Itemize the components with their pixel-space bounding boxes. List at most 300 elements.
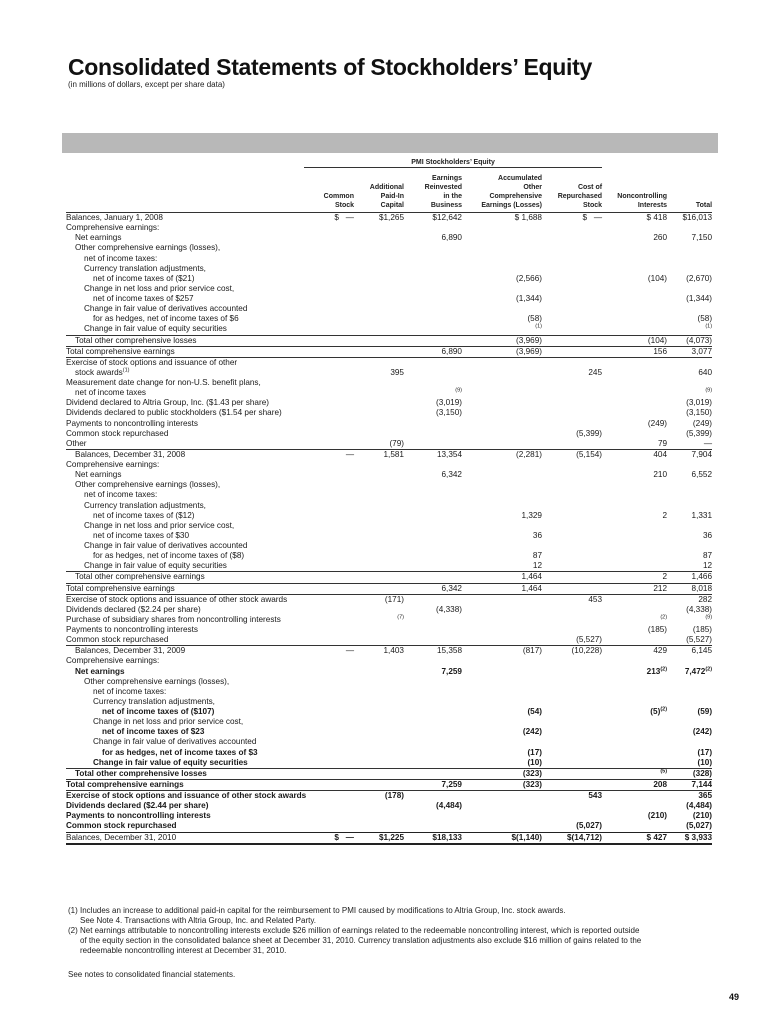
value-cell <box>304 615 354 625</box>
value-cell <box>602 429 667 439</box>
value-cell <box>404 378 462 388</box>
table-row <box>66 223 712 233</box>
value-cell: (242) <box>692 727 713 737</box>
value-cell <box>542 233 602 243</box>
value-cell: 12 <box>532 561 542 571</box>
equity-statement-table <box>66 158 712 845</box>
group-header: PMI Stockholders’ Equity <box>304 158 602 168</box>
footnote-ref: (5) <box>660 768 668 775</box>
value-cell <box>542 801 602 811</box>
value-cell <box>602 294 667 304</box>
value-cell: (4,338) <box>686 604 713 614</box>
value-cell <box>602 357 667 368</box>
value-cell: 245 <box>588 367 603 377</box>
footnote-ref: (2) <box>705 665 713 672</box>
value-cell <box>404 717 462 727</box>
row-label-text: net of income taxes of ($12) <box>93 510 195 520</box>
row-label <box>66 531 304 541</box>
value-cell <box>542 408 602 418</box>
value-cell <box>602 408 667 418</box>
row-label <box>66 480 304 490</box>
value-cell <box>462 521 542 531</box>
row-label <box>66 551 304 561</box>
value-cell <box>462 625 542 635</box>
value-cell <box>602 531 667 541</box>
row-label <box>66 646 304 657</box>
value-cell <box>462 501 542 511</box>
table-row <box>66 419 712 429</box>
row-label <box>66 233 304 243</box>
table-row <box>66 697 712 707</box>
value-cell <box>462 284 542 294</box>
value-cell: (185) <box>692 625 713 634</box>
value-cell <box>304 801 354 811</box>
table-row <box>66 541 712 551</box>
header-spacer <box>66 174 304 183</box>
value-cell <box>602 521 667 531</box>
value-cell: (4,073) <box>667 335 712 346</box>
row-label <box>66 213 304 224</box>
value-cell <box>602 791 667 802</box>
header-spacer <box>66 158 304 168</box>
value-cell <box>354 635 404 646</box>
value-cell <box>304 541 354 551</box>
footnote-ref: (2) <box>660 665 668 672</box>
value-cell <box>304 419 354 429</box>
row-label-text: Currency translation adjustments, <box>84 500 206 510</box>
value-cell: 13,354 <box>404 449 462 460</box>
row-label <box>66 801 304 811</box>
value-cell <box>304 254 354 264</box>
value-cell: 6,145 <box>667 646 712 657</box>
row-label <box>66 677 304 687</box>
value-cell <box>354 378 404 388</box>
column-header-line: Paid-In <box>380 193 404 200</box>
value-cell <box>602 398 667 408</box>
value-cell <box>542 521 602 531</box>
value-cell <box>304 667 354 677</box>
row-label <box>66 274 304 284</box>
value-cell: — <box>703 438 713 448</box>
value-cell <box>462 368 542 378</box>
value-cell: (4,484) <box>436 801 462 811</box>
table-row <box>66 583 712 594</box>
value-cell <box>542 439 602 450</box>
value-cell <box>462 801 542 811</box>
value-cell: (5,154) <box>542 449 602 460</box>
row-label-text: Comprehensive earnings: <box>66 460 160 469</box>
value-cell <box>354 490 404 500</box>
value-cell: (2,670) <box>686 273 713 283</box>
value-cell <box>462 697 542 707</box>
value-cell <box>404 572 462 583</box>
value-cell <box>542 572 602 583</box>
value-cell <box>542 223 602 233</box>
value-cell: 1,464 <box>462 583 542 594</box>
value-cell <box>304 768 354 779</box>
row-label-text: Common stock repurchased <box>66 821 177 831</box>
value-cell <box>304 429 354 439</box>
value-cell <box>462 357 542 368</box>
value-cell <box>602 667 667 677</box>
value-cell <box>404 594 462 605</box>
value-cell <box>304 223 354 233</box>
table-row <box>66 460 712 470</box>
value-cell <box>462 605 542 615</box>
value-cell: (328) <box>667 768 712 779</box>
row-label-text: Purchase of subsidiary shares from noncontrolling interests <box>66 614 281 624</box>
row-label-text: Payments to noncontrolling interests <box>66 418 198 428</box>
value-cell <box>404 335 462 346</box>
value-cell <box>304 531 354 541</box>
row-label-text: Net earnings <box>75 470 122 480</box>
value-cell <box>304 378 354 388</box>
value-cell <box>404 531 462 541</box>
value-cell: 1,329 <box>521 510 542 520</box>
value-cell <box>542 779 602 790</box>
row-label-text: Other <box>66 438 87 448</box>
table-row <box>66 768 712 779</box>
value-cell: $12,642 <box>432 213 462 222</box>
value-cell: (17) <box>697 747 713 757</box>
row-label <box>66 378 304 388</box>
row-label <box>66 511 304 521</box>
page-number: 49 <box>729 992 740 1002</box>
value-cell <box>542 304 602 314</box>
row-label <box>66 264 304 274</box>
value-text: 213 <box>646 666 661 676</box>
row-label <box>66 368 304 378</box>
value-cell <box>404 480 462 490</box>
value-cell <box>404 439 462 450</box>
value-cell: 6,552 <box>691 470 713 480</box>
value-cell <box>602 314 667 324</box>
value-cell: (5,399) <box>686 428 713 438</box>
row-label <box>66 687 304 697</box>
value-cell <box>354 284 404 294</box>
value-cell: (210) <box>692 811 713 821</box>
value-cell: 2 <box>662 510 668 520</box>
row-label <box>66 284 304 294</box>
column-header-row <box>66 183 712 192</box>
value-cell <box>667 223 712 233</box>
row-label-text: Balances, December 31, 2010 <box>66 832 177 842</box>
value-cell <box>462 460 542 470</box>
value-cell: (10) <box>697 757 713 767</box>
row-label <box>66 561 304 572</box>
row-label-text: Measurement date change for non-U.S. benefit plans, <box>66 378 261 387</box>
value-cell <box>354 254 404 264</box>
value-cell: (171) <box>354 594 404 605</box>
row-label <box>66 243 304 253</box>
group-header-row <box>66 158 712 168</box>
value-cell <box>602 737 667 747</box>
value-cell <box>667 697 712 707</box>
column-header-line <box>304 183 354 192</box>
row-label-text: Change in fair value of derivatives accounted <box>93 737 257 747</box>
footnote-ref: (1) <box>705 323 713 330</box>
value-cell: 7,144 <box>667 779 712 790</box>
value-cell: (249) <box>692 418 713 428</box>
value-cell <box>354 304 404 314</box>
value-cell <box>304 635 354 646</box>
table-row <box>66 449 712 460</box>
value-cell: $ — <box>304 832 354 844</box>
column-header-line: Noncontrolling <box>617 193 668 200</box>
value-cell <box>602 304 667 314</box>
value-cell <box>404 635 462 646</box>
value-cell <box>542 707 602 717</box>
value-cell <box>542 254 602 264</box>
table-row <box>66 656 712 666</box>
row-label-text: Total other comprehensive earnings <box>75 572 205 582</box>
value-cell <box>667 284 712 294</box>
value-cell: (58) <box>697 314 713 324</box>
header-spacer <box>66 201 304 213</box>
value-cell <box>542 717 602 727</box>
value-cell <box>667 254 712 264</box>
value-cell <box>304 717 354 727</box>
value-cell <box>404 561 462 572</box>
value-cell <box>462 408 542 418</box>
value-cell: $16,013 <box>682 213 713 222</box>
row-label <box>66 223 304 233</box>
table-row <box>66 274 712 284</box>
table-row <box>66 707 712 717</box>
value-cell <box>304 274 354 284</box>
see-notes-text: See notes to consolidated financial statements. <box>68 970 236 979</box>
row-label-text: net of income taxes of ($21) <box>93 273 195 283</box>
value-cell <box>602 635 667 646</box>
table-row <box>66 779 712 790</box>
value-cell <box>354 737 404 747</box>
value-cell <box>542 398 602 408</box>
value-cell <box>304 460 354 470</box>
value-cell <box>404 677 462 687</box>
value-cell <box>304 335 354 346</box>
value-cell <box>304 368 354 378</box>
value-cell <box>304 233 354 243</box>
value-cell <box>462 398 542 408</box>
value-cell <box>667 243 712 253</box>
value-cell <box>542 294 602 304</box>
column-header-line <box>542 174 602 183</box>
footnote-ref: (2) <box>660 706 668 713</box>
table-row <box>66 832 712 844</box>
value-cell <box>602 707 667 717</box>
value-cell <box>602 821 667 832</box>
row-label <box>66 605 304 615</box>
value-cell <box>602 264 667 274</box>
value-cell <box>354 541 404 551</box>
value-cell: (104) <box>602 335 667 346</box>
value-cell <box>602 541 667 551</box>
value-cell <box>404 460 462 470</box>
value-cell <box>602 223 667 233</box>
value-cell <box>667 480 712 490</box>
column-header-line <box>354 174 404 183</box>
value-cell <box>354 531 404 541</box>
value-text: (5) <box>650 707 661 716</box>
column-header-line: in the <box>443 193 462 200</box>
table-row <box>66 398 712 408</box>
value-cell <box>602 748 667 758</box>
row-label-text: net of income taxes <box>75 388 146 398</box>
row-label <box>66 357 304 368</box>
value-cell <box>602 254 667 264</box>
column-header-line: Earnings <box>432 175 462 182</box>
value-cell: 8,018 <box>667 583 712 594</box>
value-cell <box>462 667 542 677</box>
value-cell: (4,484) <box>686 801 713 811</box>
row-label <box>66 388 304 398</box>
page-title: Consolidated Statements of Stockholders’ Equity <box>68 54 592 80</box>
value-cell <box>404 687 462 697</box>
value-cell <box>542 314 602 324</box>
row-label-text: Exercise of stock options and issuance of other stock awards <box>66 791 307 800</box>
table-row <box>66 521 712 531</box>
value-cell <box>304 758 354 769</box>
value-cell: (3,019) <box>436 398 462 408</box>
value-cell <box>542 737 602 747</box>
table-row <box>66 284 712 294</box>
value-cell <box>404 294 462 304</box>
table-row <box>66 429 712 439</box>
footnote-line: of the equity section in the consolidated balance sheet at December 31, 2010. Currency translation adjustments also exclude $16 million of gains related to the <box>80 936 642 945</box>
value-cell: 36 <box>532 530 542 540</box>
value-cell <box>667 304 712 314</box>
value-cell <box>354 572 404 583</box>
value-cell: (3,150) <box>686 408 713 418</box>
row-label <box>66 490 304 500</box>
value-cell: (5,027) <box>576 821 603 831</box>
value-cell <box>354 707 404 717</box>
value-cell <box>667 324 712 335</box>
row-label <box>66 294 304 304</box>
table-row <box>66 314 712 324</box>
value-cell <box>304 243 354 253</box>
value-cell <box>354 801 404 811</box>
value-cell: 79 <box>657 438 668 448</box>
row-label <box>66 635 304 646</box>
row-label <box>66 324 304 335</box>
value-cell <box>304 707 354 717</box>
value-cell <box>602 801 667 811</box>
value-cell <box>354 398 404 408</box>
value-cell <box>667 687 712 697</box>
value-cell <box>667 667 712 677</box>
value-cell: 6,342 <box>404 583 462 594</box>
row-label <box>66 314 304 324</box>
value-cell <box>354 480 404 490</box>
value-cell <box>304 490 354 500</box>
value-cell: 36 <box>702 530 713 540</box>
row-label <box>66 779 304 790</box>
table-row <box>66 243 712 253</box>
value-cell: (5,027) <box>686 821 713 831</box>
value-cell <box>602 687 667 697</box>
value-cell <box>542 324 602 335</box>
value-cell <box>462 480 542 490</box>
value-cell <box>354 768 404 779</box>
value-cell <box>602 717 667 727</box>
value-cell <box>462 717 542 727</box>
column-header-line: Other <box>523 184 542 191</box>
value-cell <box>404 821 462 832</box>
value-cell <box>404 419 462 429</box>
value-cell: 7,259 <box>441 666 462 676</box>
value-cell <box>542 551 602 561</box>
value-cell <box>542 480 602 490</box>
value-cell <box>354 656 404 666</box>
value-cell <box>354 335 404 346</box>
row-label-text: Payments to noncontrolling interests <box>66 625 198 634</box>
value-cell: 1,464 <box>462 572 542 583</box>
value-cell <box>667 541 712 551</box>
value-cell <box>404 388 462 398</box>
table-row <box>66 357 712 368</box>
value-cell <box>602 758 667 769</box>
value-cell <box>462 419 542 429</box>
footnote-line: (1) Includes an increase to additional paid-in capital for the reimbursement to PMI caused by modifications to Altria Group, Inc. stock awards. <box>68 906 566 915</box>
footnote-ref: (9) <box>705 387 713 394</box>
row-label <box>66 737 304 747</box>
value-cell <box>667 521 712 531</box>
value-cell <box>354 324 404 335</box>
value-cell <box>667 737 712 747</box>
table-row <box>66 213 712 224</box>
value-cell <box>354 625 404 635</box>
row-label-text: Other comprehensive earnings (losses), <box>75 243 221 253</box>
value-cell <box>542 677 602 687</box>
value-cell <box>304 357 354 368</box>
row-label <box>66 667 304 677</box>
row-label-text: Total comprehensive earnings <box>66 583 175 593</box>
column-header-line <box>602 174 667 183</box>
table-row <box>66 667 712 677</box>
value-cell <box>542 605 602 615</box>
value-cell <box>304 727 354 737</box>
value-cell <box>354 687 404 697</box>
value-cell <box>462 223 542 233</box>
value-cell <box>404 264 462 274</box>
value-cell <box>404 243 462 253</box>
value-cell <box>602 284 667 294</box>
table-row <box>66 801 712 811</box>
column-header-row <box>66 174 712 183</box>
row-label-text: Total comprehensive earnings <box>66 779 184 789</box>
value-cell <box>304 625 354 635</box>
value-cell: (1,344) <box>516 294 542 303</box>
row-label-text: Currency translation adjustments, <box>84 263 206 273</box>
value-cell <box>404 737 462 747</box>
value-cell <box>602 501 667 511</box>
value-cell: $ 418 <box>646 213 668 222</box>
value-cell: $ 1,688 <box>514 213 542 222</box>
value-cell: (817) <box>462 646 542 657</box>
value-cell <box>404 314 462 324</box>
value-cell: 365 <box>667 791 712 802</box>
row-label <box>66 758 304 769</box>
value-cell <box>304 748 354 758</box>
value-cell <box>462 429 542 439</box>
table-row <box>66 408 712 418</box>
value-cell: 6,890 <box>404 346 462 357</box>
table-row <box>66 368 712 378</box>
value-cell <box>304 511 354 521</box>
value-cell: 210 <box>653 470 668 480</box>
value-cell <box>404 223 462 233</box>
